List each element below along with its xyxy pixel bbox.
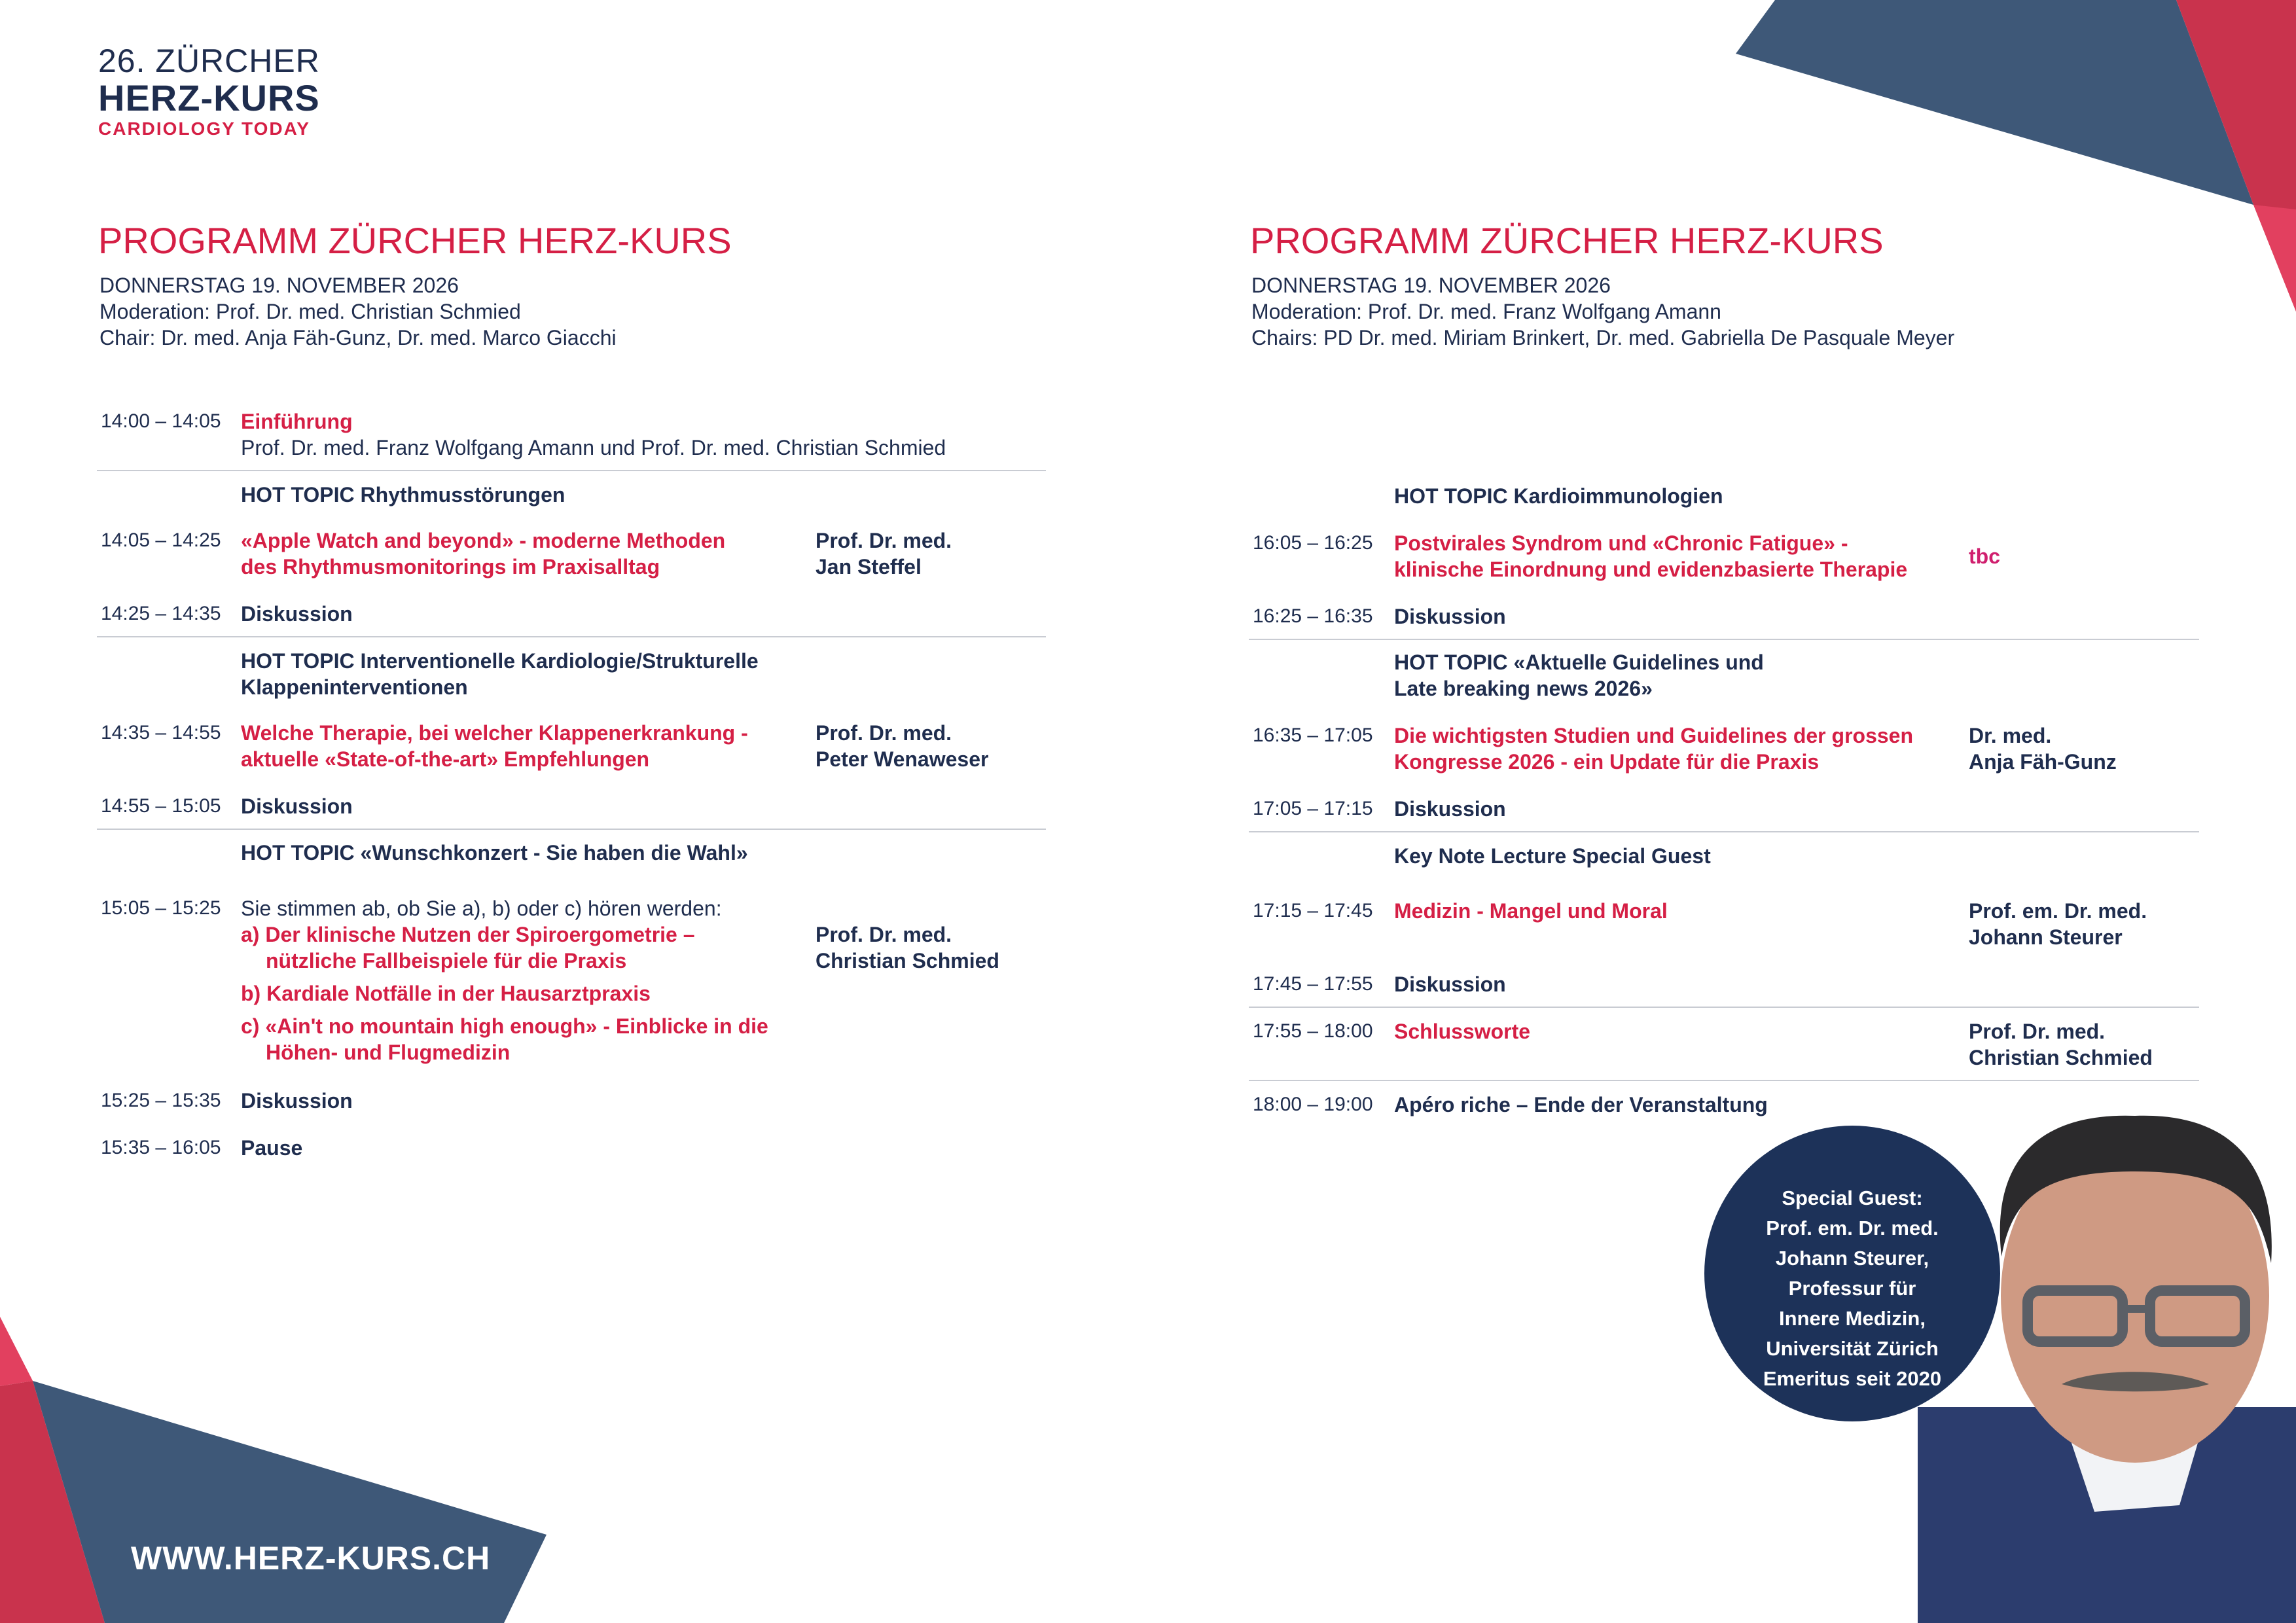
apero-label: Apéro riche – Ende der Veranstaltung (1394, 1093, 1768, 1116)
option-c-line: c) «Ain't no mountain high enough» - Einblicke in die (241, 1014, 768, 1038)
time-label: 15:25 – 15:35 (101, 1090, 221, 1111)
time-label: 15:35 – 16:05 (101, 1137, 221, 1158)
session-speakers: Prof. Dr. med. Franz Wolfgang Amann und Prof. Dr. med. Christian Schmied (241, 436, 946, 459)
guest-line: Innere Medizin, (1779, 1307, 1926, 1330)
left-date: DONNERSTAG 19. NOVEMBER 2026 (99, 274, 459, 297)
time-label: 14:00 – 14:05 (101, 410, 221, 432)
talk-title-line: Kongresse 2026 - ein Update für die Praxis (1394, 750, 1820, 774)
time-label: 16:05 – 16:25 (1253, 532, 1373, 554)
discussion-label: Diskussion (241, 794, 353, 818)
guest-line: Prof. em. Dr. med. (1766, 1217, 1939, 1240)
guest-line: Special Guest: (1782, 1186, 1923, 1209)
hot-topic-heading: HOT TOPIC Rhythmusstörungen (241, 483, 565, 507)
discussion-label: Diskussion (1394, 797, 1506, 821)
time-label: 14:55 – 15:05 (101, 795, 221, 817)
discussion-label: Diskussion (241, 602, 353, 626)
time-label: 16:35 – 17:05 (1253, 724, 1373, 746)
time-label: 17:55 – 18:00 (1253, 1020, 1373, 1042)
bottom-left-pink-sliver (0, 1317, 33, 1386)
time-label: 14:25 – 14:35 (101, 603, 221, 624)
divider (1249, 831, 2199, 832)
speaker-name: Johann Steurer (1969, 925, 2123, 949)
top-right-pink-sliver (2253, 205, 2296, 312)
website-url[interactable]: WWW.HERZ-KURS.CH (131, 1540, 491, 1577)
right-program-title: PROGRAMM ZÜRCHER HERZ-KURS (1250, 220, 1884, 261)
left-moderation: Moderation: Prof. Dr. med. Christian Schmied (99, 300, 521, 323)
hot-topic-heading: HOT TOPIC «Wunschkonzert - Sie haben die Wahl» (241, 841, 748, 865)
talk-title-line: klinische Einordnung und evidenzbasierte Therapie (1394, 558, 1908, 581)
divider (1249, 1080, 2199, 1081)
speaker-name: Jan Steffel (816, 555, 922, 579)
logo-tagline: CARDIOLOGY TODAY (98, 118, 310, 139)
divider (1249, 1007, 2199, 1008)
speaker-name: Peter Wenaweser (816, 747, 989, 771)
option-a-line: a) Der klinische Nutzen der Spiroergometrie – (241, 923, 695, 946)
left-program-title: PROGRAMM ZÜRCHER HERZ-KURS (98, 220, 732, 261)
divider (97, 636, 1046, 637)
guest-line: Professur für (1788, 1277, 1916, 1300)
discussion-label: Diskussion (1394, 605, 1506, 628)
guest-line: Universität Zürich (1766, 1337, 1939, 1360)
closing-title: Schlussworte (1394, 1020, 1531, 1043)
talk-title-line: Welche Therapie, bei welcher Klappenerkrankung - (241, 721, 748, 745)
divider (97, 470, 1046, 471)
speaker-name: Christian Schmied (1969, 1046, 2153, 1069)
talk-title-line: aktuelle «State-of-the-art» Empfehlungen (241, 747, 650, 771)
time-label: 14:35 – 14:55 (101, 722, 221, 743)
bottom-left-slate-triangle (33, 1381, 547, 1623)
speaker-title: Prof. Dr. med. (816, 923, 952, 946)
vote-intro: Sie stimmen ab, ob Sie a), b) oder c) hören werden: (241, 897, 722, 920)
special-guest-text (1704, 1183, 2000, 1394)
top-right-slate-triangle (1736, 0, 2253, 205)
option-a-line: nützliche Fallbeispiele für die Praxis (266, 949, 627, 972)
speaker-title: Prof. Dr. med. (816, 721, 952, 745)
speaker-name: Anja Fäh-Gunz (1969, 750, 2117, 774)
keynote-heading: Key Note Lecture Special Guest (1394, 844, 1711, 868)
hot-topic-heading: HOT TOPIC Interventionelle Kardiologie/Strukturelle (241, 649, 759, 673)
talk-title-line: des Rhythmusmonitorings im Praxisalltag (241, 555, 660, 579)
time-label: 18:00 – 19:00 (1253, 1094, 1373, 1115)
speaker-title: Prof. Dr. med. (816, 529, 952, 552)
time-label: 17:05 – 17:15 (1253, 798, 1373, 819)
talk-title-line: «Apple Watch and beyond» - moderne Methoden (241, 529, 726, 552)
speaker-name: Christian Schmied (816, 949, 999, 972)
talk-title-line: Die wichtigsten Studien und Guidelines der grossen (1394, 724, 1913, 747)
keynote-title: Medizin - Mangel und Moral (1394, 899, 1668, 923)
talk-title-line: Postvirales Syndrom und «Chronic Fatigue» - (1394, 531, 1848, 555)
divider (97, 829, 1046, 830)
option-c-line: Höhen- und Flugmedizin (266, 1041, 511, 1064)
break-label: Pause (241, 1136, 303, 1160)
time-label: 15:05 – 15:25 (101, 897, 221, 919)
hot-topic-heading: Late breaking news 2026» (1394, 677, 1653, 700)
divider (1249, 639, 2199, 640)
time-label: 17:15 – 17:45 (1253, 900, 1373, 921)
discussion-label: Diskussion (1394, 972, 1506, 996)
guest-line: Johann Steurer, (1775, 1247, 1929, 1270)
speaker-tbc: tbc (1969, 544, 2000, 568)
logo-line-name: HERZ-KURS (98, 77, 320, 118)
session-title: Einführung (241, 410, 353, 433)
right-chairs: Chairs: PD Dr. med. Miriam Brinkert, Dr. med. Gabriella De Pasquale Meyer (1251, 326, 1955, 349)
right-date: DONNERSTAG 19. NOVEMBER 2026 (1251, 274, 1611, 297)
time-label: 17:45 – 17:55 (1253, 973, 1373, 995)
discussion-label: Diskussion (241, 1089, 353, 1113)
speaker-title: Dr. med. (1969, 724, 2052, 747)
hot-topic-heading: Klappeninterventionen (241, 675, 468, 699)
speaker-title: Prof. Dr. med. (1969, 1020, 2106, 1043)
guest-line: Emeritus seit 2020 (1763, 1367, 1942, 1390)
speaker-title: Prof. em. Dr. med. (1969, 899, 2147, 923)
hot-topic-heading: HOT TOPIC Kardioimmunologien (1394, 484, 1723, 508)
time-label: 16:25 – 16:35 (1253, 605, 1373, 627)
right-moderation: Moderation: Prof. Dr. med. Franz Wolfgang Amann (1251, 300, 1721, 323)
time-label: 14:05 – 14:25 (101, 529, 221, 551)
hot-topic-heading: HOT TOPIC «Aktuelle Guidelines und (1394, 651, 1764, 674)
logo-line-edition: 26. ZÜRCHER (98, 43, 320, 79)
left-chair: Chair: Dr. med. Anja Fäh-Gunz, Dr. med. Marco Giacchi (99, 326, 617, 349)
option-b: b) Kardiale Notfälle in der Hausarztpraxis (241, 982, 651, 1005)
